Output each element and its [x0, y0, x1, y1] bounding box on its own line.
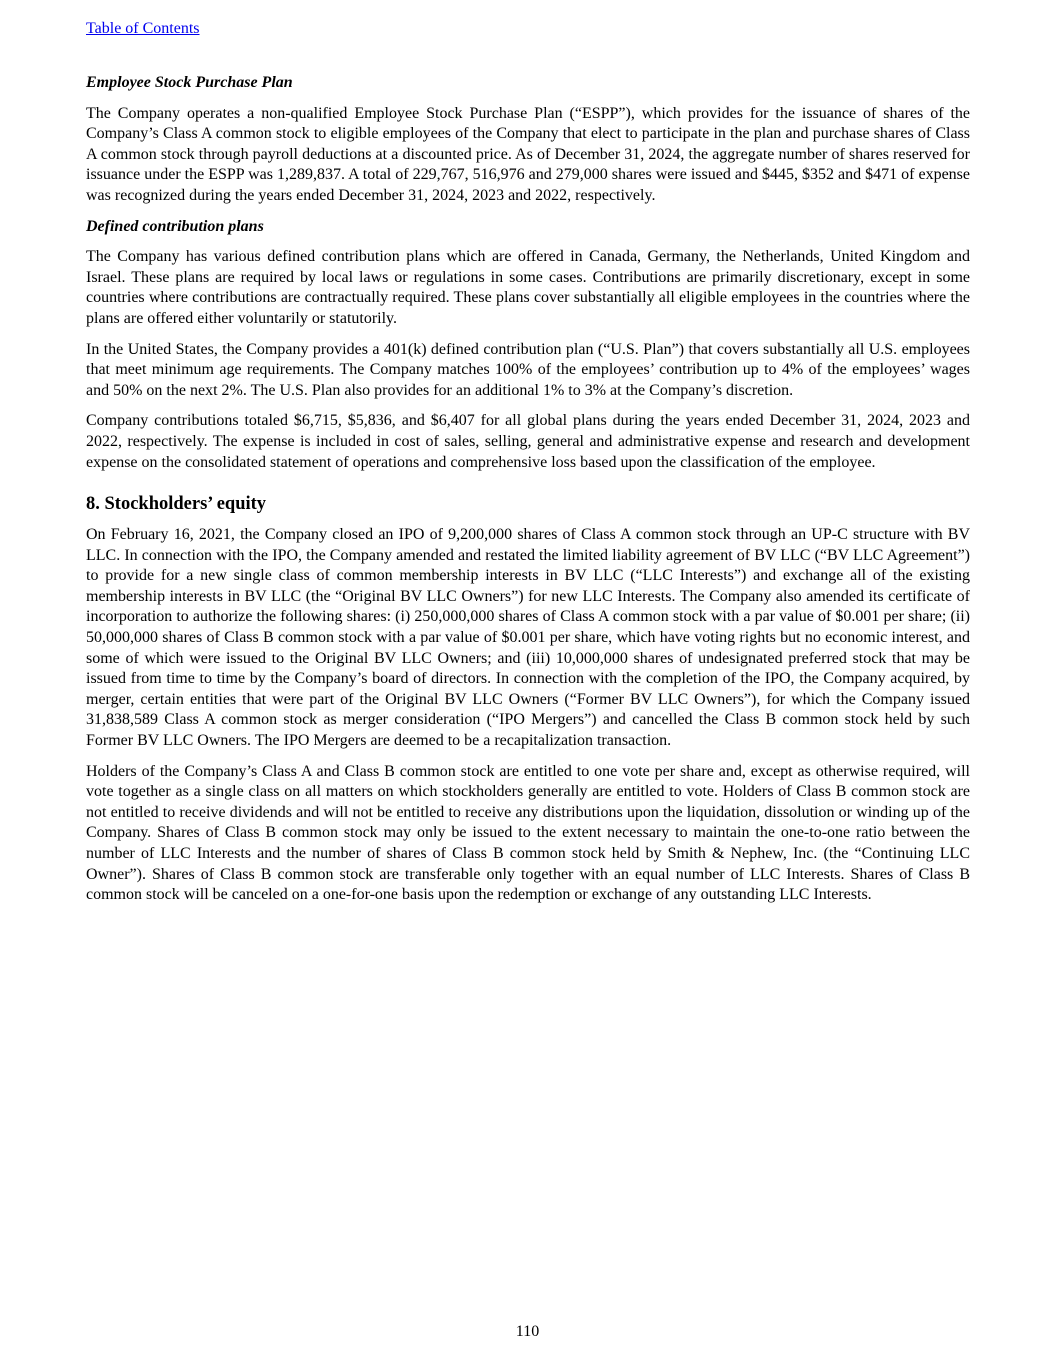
page-number: 110	[515, 1323, 540, 1340]
espp-paragraph: The Company operates a non-qualified Employee Stock Purchase Plan (“ESPP”), which provides for the issuance of shares of the Company’s Class A common stock to eligible employees of the Company that elect to participate in the plan and purchase shares of Class A common stock through payroll deductions at a discounted price. As of December 31, 2024, the aggregate number of shares reserved for issuance under the ESPP was 1,289,837. A total of 229,767, 516,976 and 279,000 shares were issued and $445, $352 and $471 of expense was recognized during the years ended December 31, 2024, 2023 and 2022, respectively.	[86, 104, 970, 204]
table-of-contents-link[interactable]: Table of Contents	[86, 20, 200, 37]
defined-contribution-paragraph-3: Company contributions totaled $6,715, $5,836, and $6,407 for all global plans during the years ended December 31, 2024, 2023 and 2022, respectively. The expense is included in cost of sales, selling, general and administrative expense and research and development expense on the consolidated statement of operations and comprehensive loss based upon the classification of the employee.	[86, 412, 970, 471]
stockholders-equity-paragraph-1: On February 16, 2021, the Company closed an IPO of 9,200,000 shares of Class A common stock through an UP-C structure with BV LLC. In connection with the IPO, the Company amended and restated the limited liability agreement of BV LLC (“BV LLC Agreement”) to provide for a new single class of common membership interests in BV LLC (“LLC Interests”) and exchange all of the existing membership interests in BV LLC (the “Original BV LLC Owners”) for new LLC Interests. The Company also amended its certificate of incorporation to authorize the following shares: (i) 250,000,000 shares of Class A common stock with a par value of $0.001 per share; (ii) 50,000,000 shares of Class B common stock with a par value of $0.001 per share, which have voting rights but no economic interest, and some of which were issued to the Original BV LLC Owners; and (iii) 10,000,000 shares of undesignated preferred stock that may be issued from time to time by the Company’s board of directors. In connection with the completion of the IPO, the Company acquired, by merger, certain entities that were part of the Original BV LLC Owners (“Former BV LLC Owners”), for which the Company issued 31,838,589 Class A common stock as merger consideration (“IPO Mergers”) and cancelled the Class B common stock held by such Former BV LLC Owners. The IPO Mergers are deemed to be a recapitalization transaction.	[86, 526, 970, 750]
espp-heading: Employee Stock Purchase Plan	[86, 74, 293, 91]
document-body	[86, 73, 970, 916]
defined-contribution-paragraph-1: The Company has various defined contribution plans which are offered in Canada, Germany, the Netherlands, United Kingdom and Israel. These plans are required by local laws or regulations in some cases. Contributions are primarily discretionary, except in some countries where contributions are contractually required. These plans cover substantially all eligible employees in the countries where the plans are offered either voluntarily or statutorily.	[86, 248, 970, 327]
stockholders-equity-heading: 8. Stockholders’ equity	[86, 494, 267, 515]
defined-contribution-paragraph-2: In the United States, the Company provides a 401(k) defined contribution plan (“U.S. Plan”) that covers substantially all U.S. employees that meet minimum age requirements. The Company matches 100% of the employees’ contribution up to 4% of the employees’ wages and 50% on the next 2%. The U.S. Plan also provides for an additional 1% to 3% at the Company’s discretion.	[86, 340, 970, 399]
defined-contribution-heading: Defined contribution plans	[86, 217, 264, 235]
stockholders-equity-paragraph-2: Holders of the Company’s Class A and Class B common stock are entitled to one vote per share and, except as otherwise required, will vote together as a single class on all matters on which stockholders generally are entitled to vote. Holders of Class B common stock are not entitled to receive dividends and will not be entitled to receive any distributions upon the liquidation, dissolution or winding up of the Company. Shares of Class B common stock may only be issued to the extent necessary to maintain the one-to-one ratio between the number of LLC Interests and the number of shares of Class B common stock held by Smith & Nephew, Inc. (the “Continuing LLC Owner”). Shares of Class B common stock are transferable only together with an equal number of LLC Interests. Shares of Class B common stock will be canceled on a one-for-one basis upon the redemption or exchange of any outstanding LLC Interests.	[86, 762, 970, 904]
